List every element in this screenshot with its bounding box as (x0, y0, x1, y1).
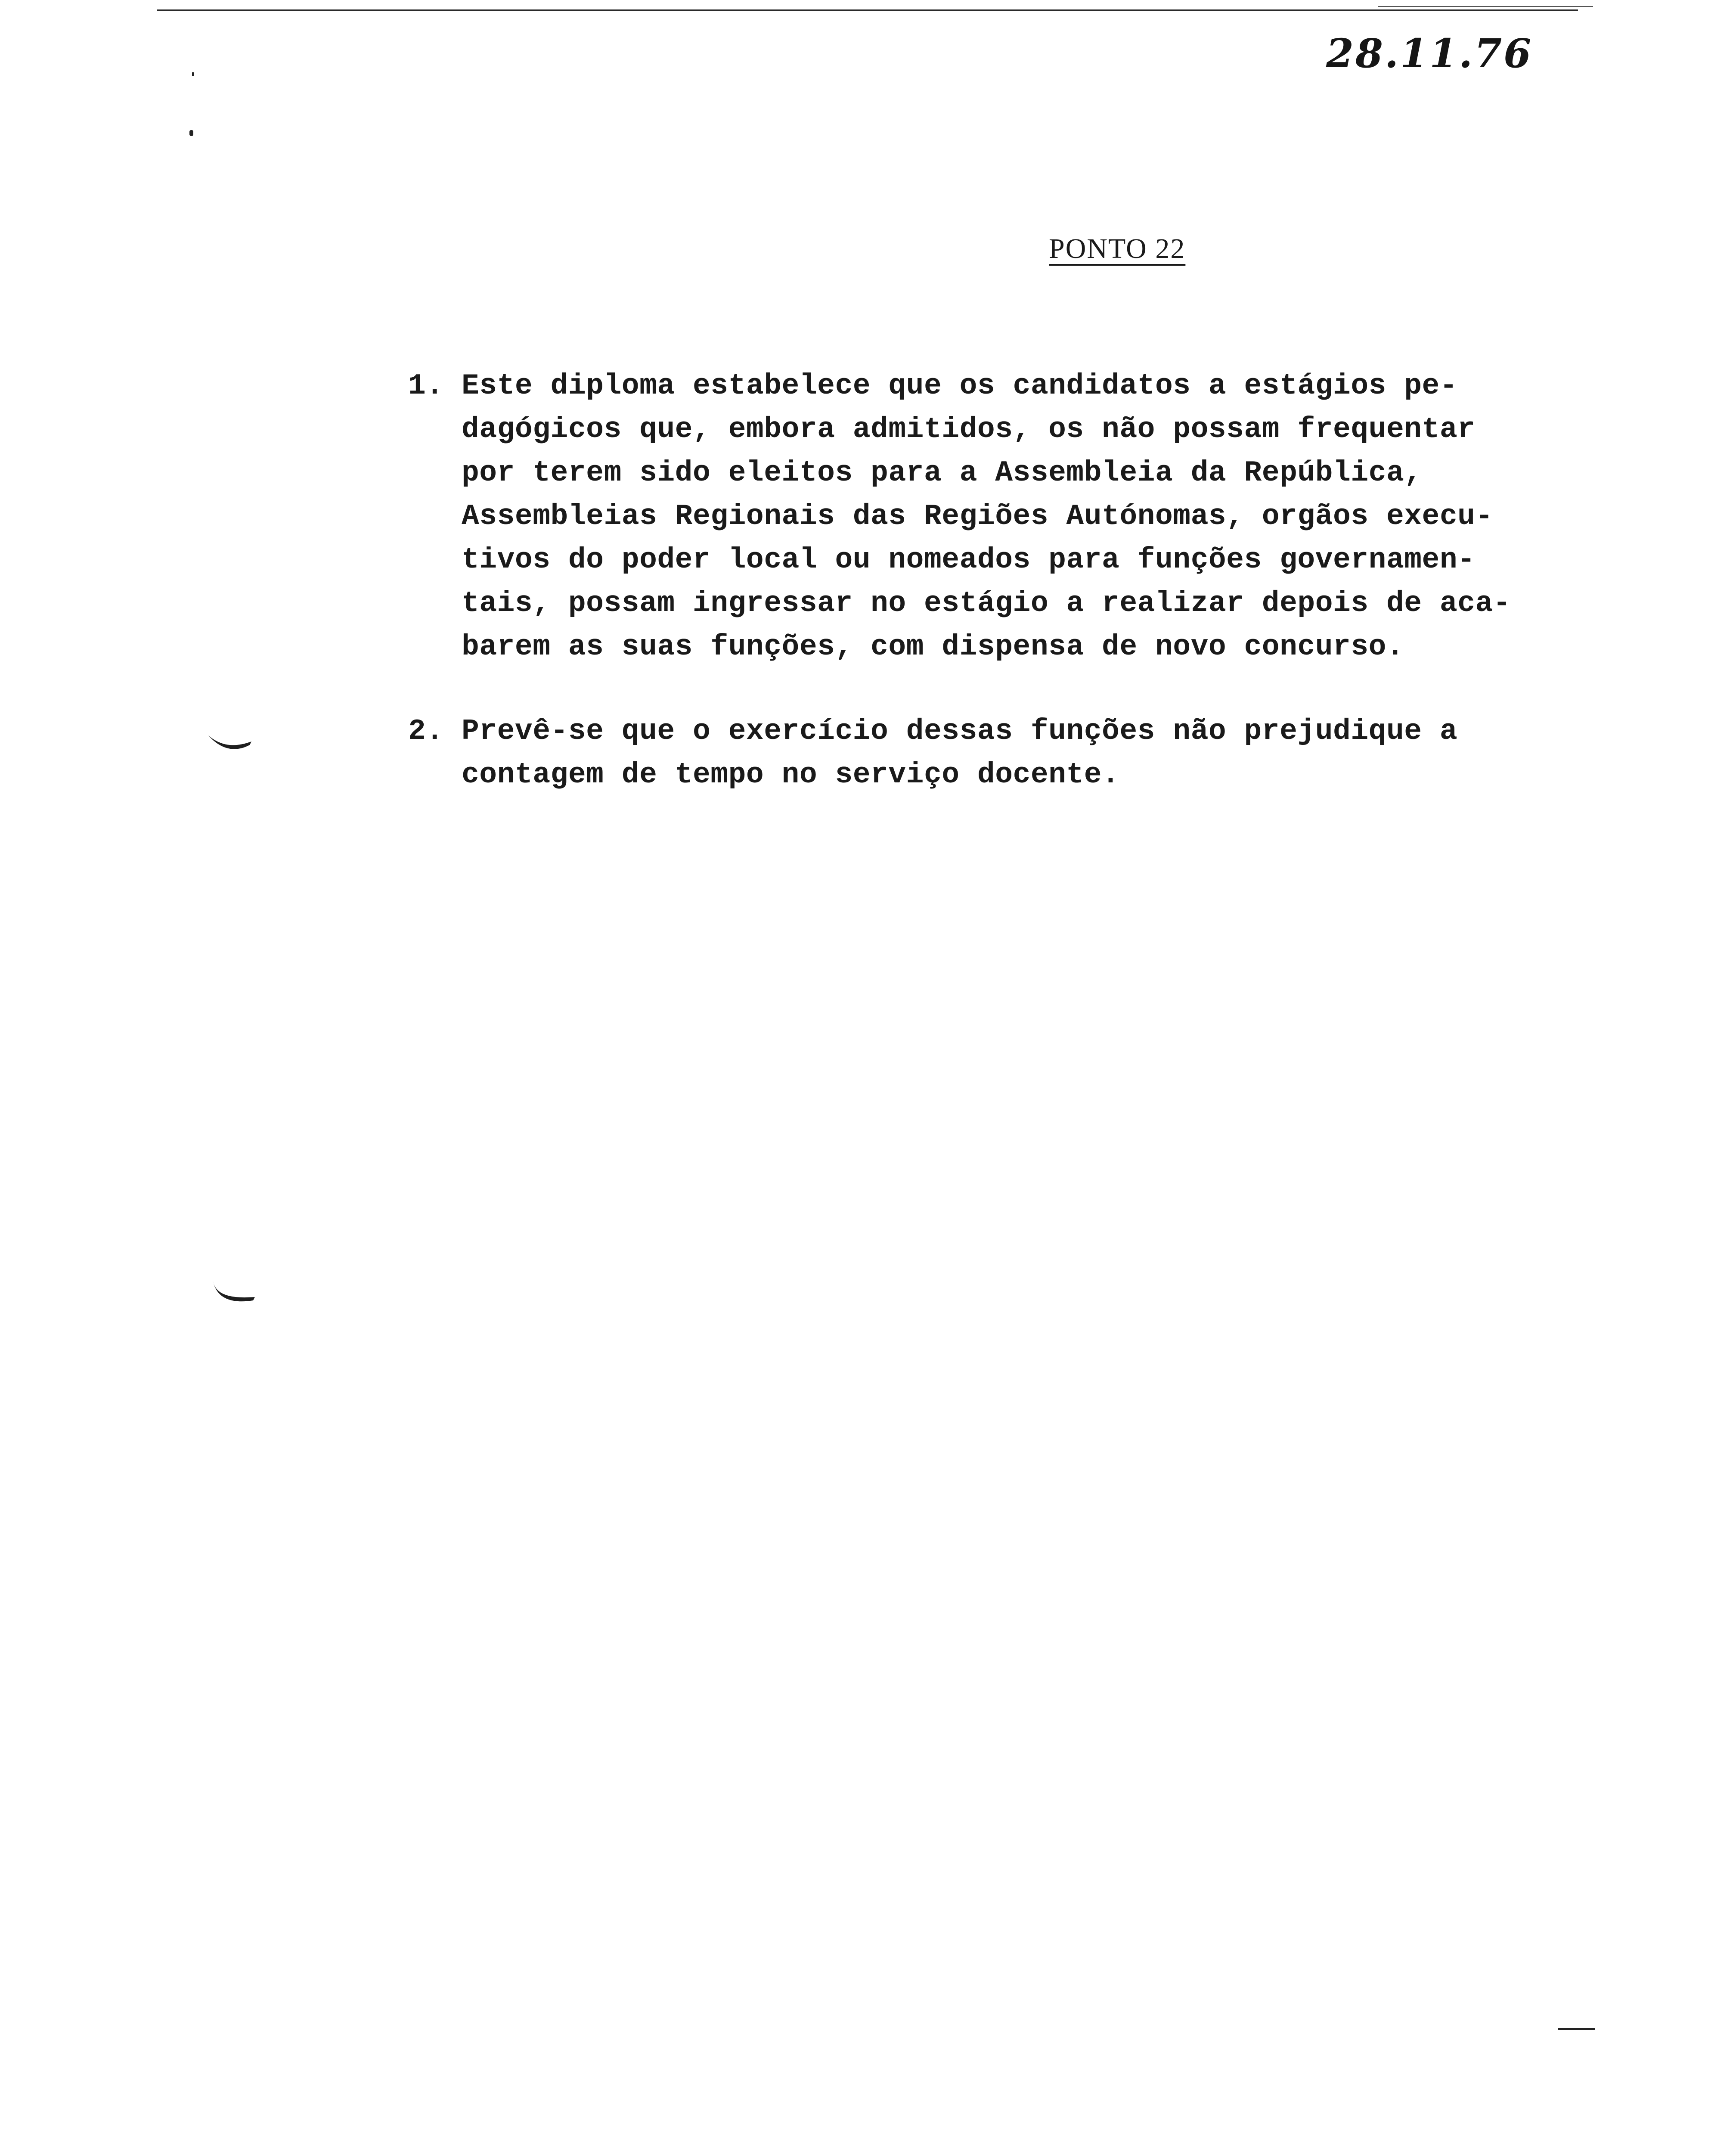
handwritten-date: 28.11.76 (1326, 30, 1533, 77)
item-line: Assembleias Regionais das Regiões Autónomas, orgãos execu- (462, 500, 1493, 533)
item-line: Este diploma estabelece que os candidatos a estágios pe- (462, 369, 1458, 403)
item-line: tais, possam ingressar no estágio a realizar depois de aca- (462, 587, 1511, 620)
item-line: Prevê-se que o exercício dessas funções não prejudique a (462, 715, 1458, 748)
margin-tick-mark-1 (207, 732, 254, 758)
list-item-1 (408, 364, 1511, 669)
page-heading: PONTO 22 (1049, 233, 1186, 264)
margin-tick-mark-2 (210, 1278, 257, 1308)
list-item-number: 2. (408, 715, 444, 748)
top-rule-thin (1378, 6, 1593, 7)
item-line: por terem sido eleitos para a Assembleia da República, (462, 456, 1422, 490)
margin-dot-1 (192, 72, 194, 76)
item-line: contagem de tempo no serviço docente. (462, 758, 1120, 791)
right-margin-dash (1558, 2028, 1595, 2030)
list-item-number: 1. (408, 369, 444, 403)
margin-dot-2 (189, 130, 193, 136)
item-line: tivos do poder local ou nomeados para funções governamen- (462, 543, 1476, 577)
top-rule (157, 9, 1578, 11)
item-line: dagógicos que, embora admitidos, os não possam frequentar (462, 413, 1476, 446)
item-line: barem as suas funções, com dispensa de novo concurso. (462, 630, 1404, 664)
list-item-2 (408, 710, 1457, 797)
